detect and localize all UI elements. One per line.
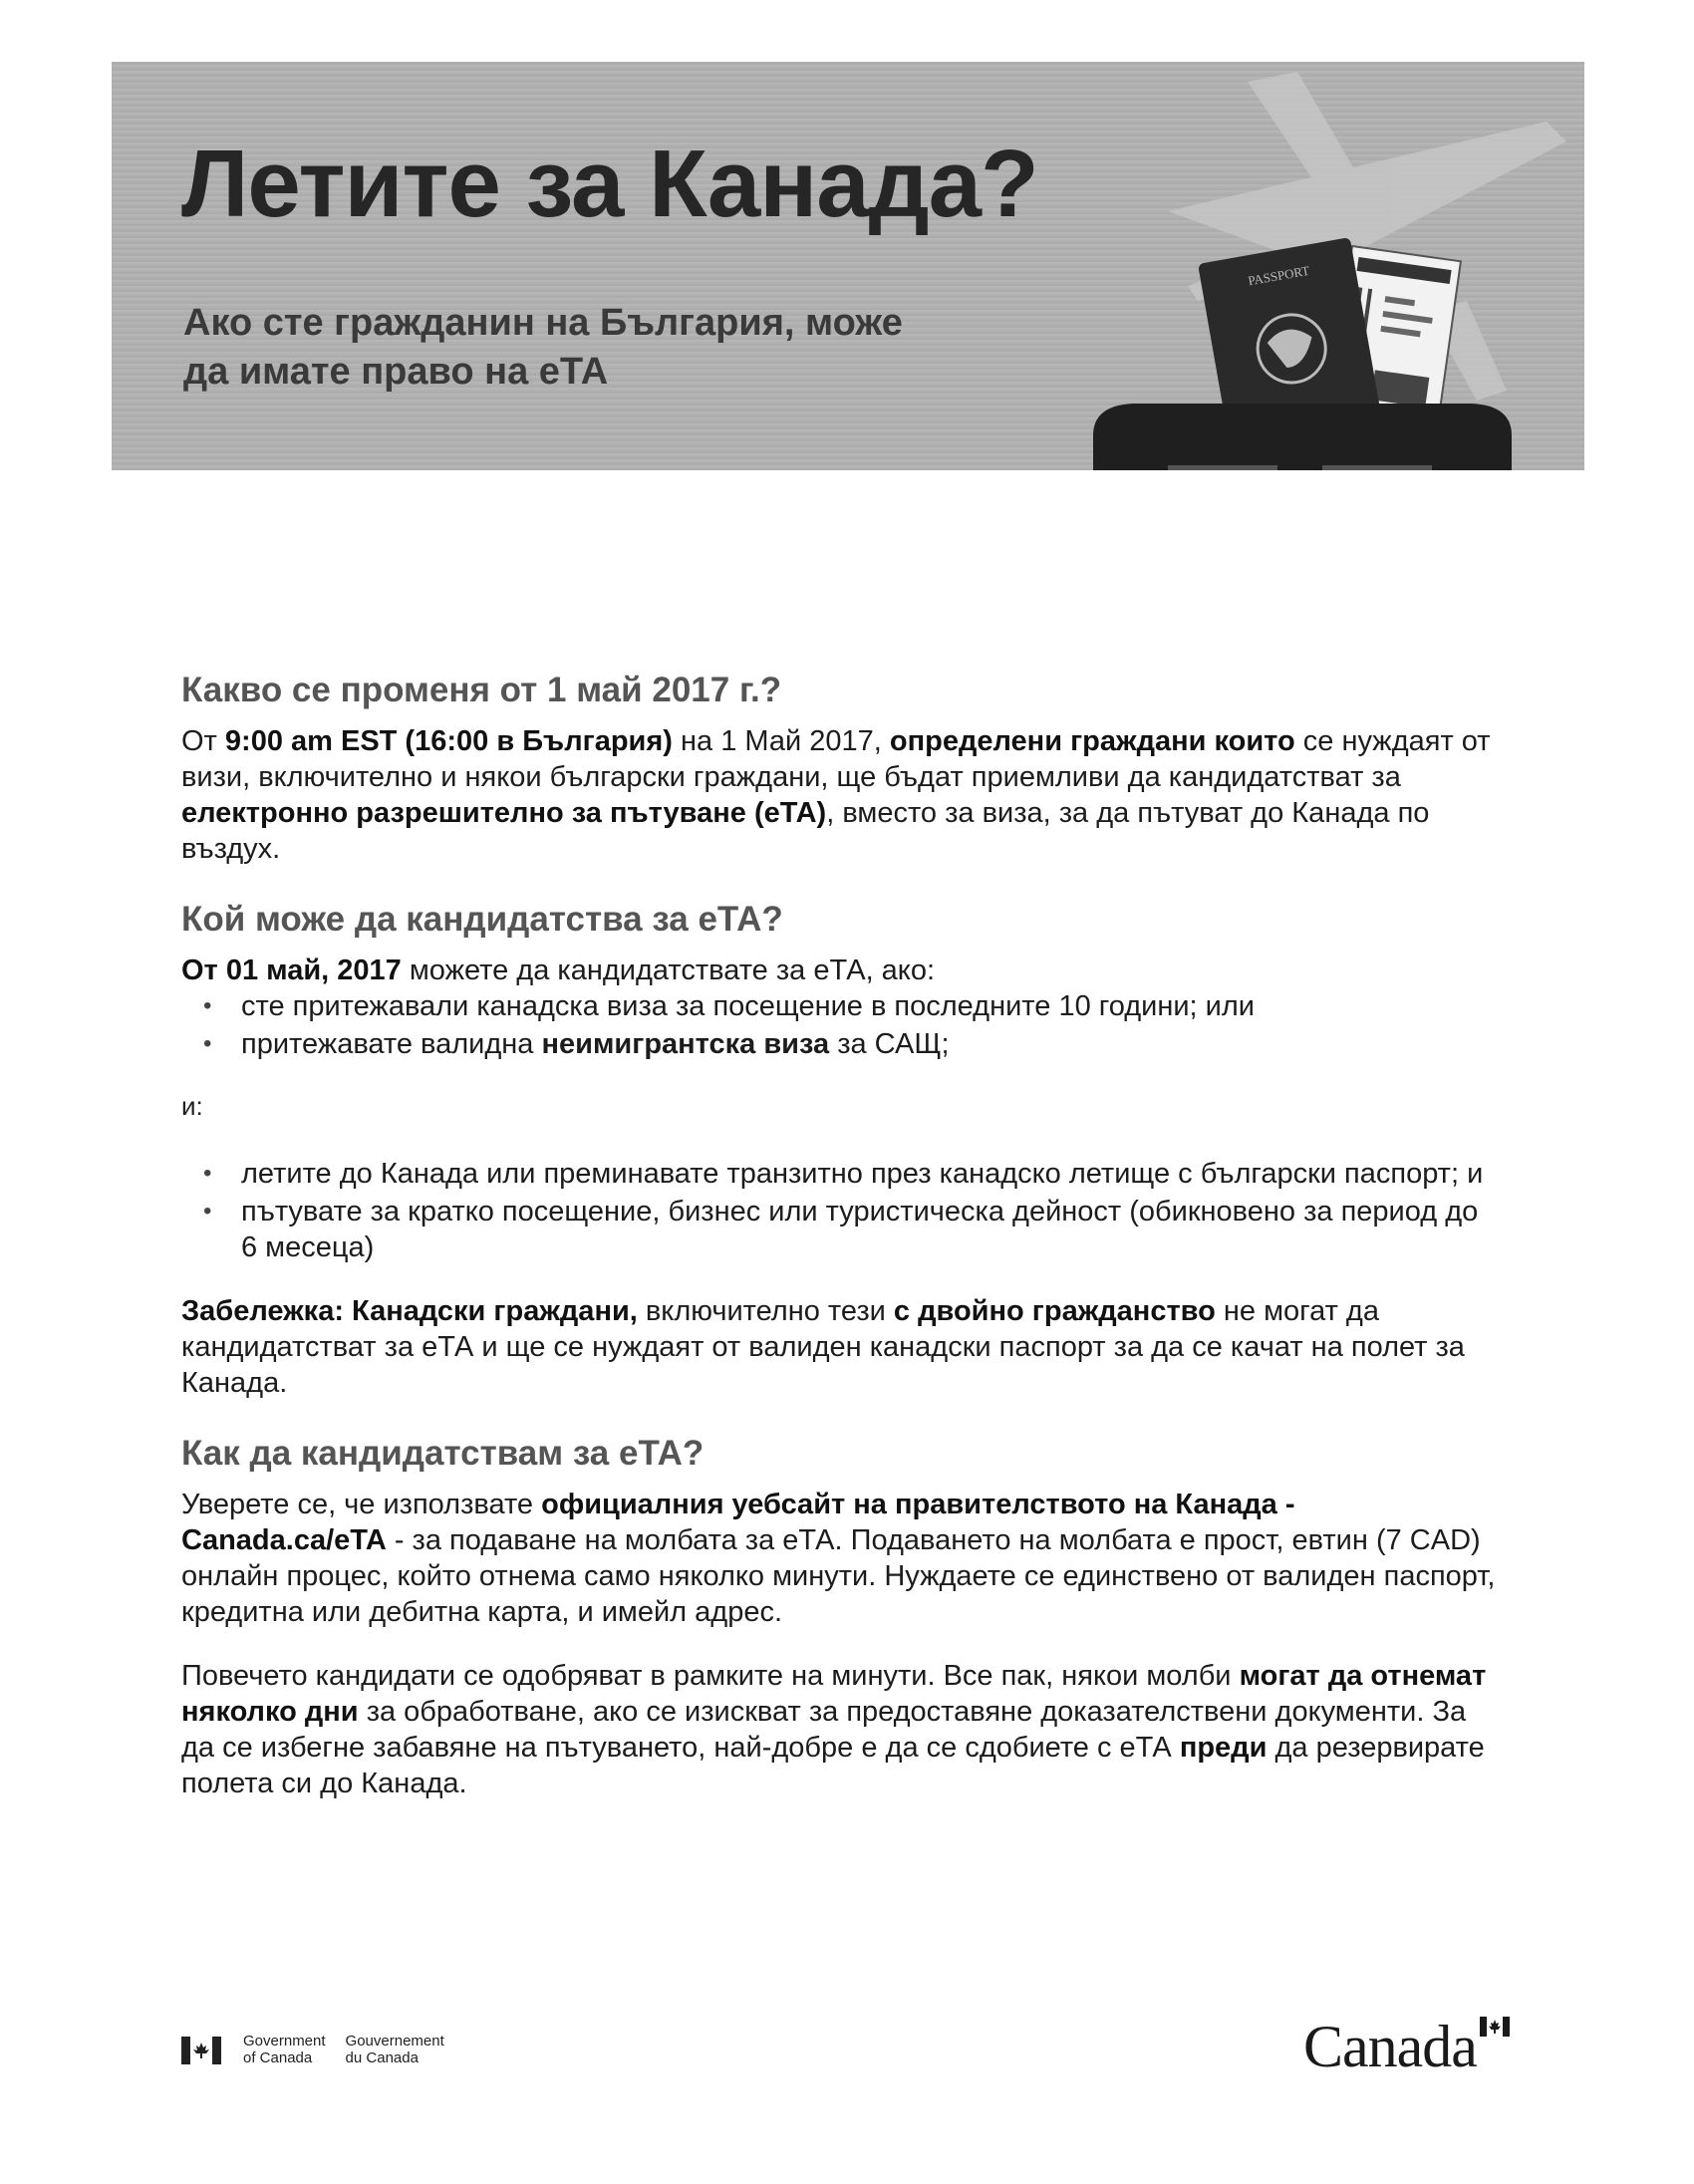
subhead-line-1: Ако сте гражданин на България, може xyxy=(183,302,903,344)
eligibility-list-a xyxy=(181,988,1497,1062)
text: , вместо за виза, за да пътуват до Канада по въздух. xyxy=(181,797,1430,865)
text: за САЩ; xyxy=(829,1028,950,1060)
text: за обработване, ако се изискват за предоставяне доказателствени документи. За да се избегне забавяне на пътуването, най-добре е да се сдобиете с еТА xyxy=(181,1696,1467,1764)
text: Уверете се, че използвате xyxy=(181,1489,542,1520)
text: не могат да кандидатстват за еТА и ще се нуждаят от валиден канадски паспорт за да се качат на полет за Канада. xyxy=(181,1295,1465,1399)
text: of Canada xyxy=(243,2049,313,2066)
paragraph-processing-time xyxy=(181,1658,1497,1801)
wordmark-flag-icon xyxy=(1480,2017,1510,2037)
text-bold: с двойно гражданство xyxy=(893,1295,1216,1327)
text: От xyxy=(181,725,225,757)
text: включително тези xyxy=(637,1295,894,1327)
text: се нуждаят от визи, включително и някои български граждани, ще бъдат приемливи да кандидатстват за xyxy=(181,725,1491,793)
government-signature xyxy=(181,2033,444,2066)
government-name-en xyxy=(243,2033,326,2066)
website-reference: официалния уебсайт на правителството на Канада - Canada.ca/eTA xyxy=(181,1489,1295,1556)
text: на 1 Май 2017, xyxy=(672,725,890,757)
subheadline xyxy=(183,299,903,398)
text: du Canada xyxy=(345,2049,419,2066)
text: можете да кандидатствате за еТА, ако: xyxy=(401,955,936,986)
eligibility-list-b xyxy=(181,1156,1497,1265)
hero-banner xyxy=(112,62,1584,470)
text-bold: електронно разрешително за пътуване (еТА) xyxy=(181,797,827,829)
text: притежавате валидна xyxy=(241,1028,542,1060)
list-item xyxy=(203,1026,1497,1062)
flag-symbol-icon xyxy=(181,2037,221,2064)
text: Government xyxy=(243,2033,326,2049)
list-item: • сте притежавали канадска виза за посещение в последните 10 години; или xyxy=(203,988,1497,1024)
list-item: • пътувате за кратко посещение, бизнес или туристическа дейност (обикновено за период до 6 месеца) xyxy=(203,1194,1497,1265)
text-bold: От 01 май, 2017 xyxy=(181,955,402,986)
headline: Летите за Канада? xyxy=(181,131,1038,237)
text-bold: 9:00 am EST (16:00 в България) xyxy=(224,725,673,757)
main-content xyxy=(181,670,1497,1801)
text-bold: неимигрантска виза xyxy=(541,1028,830,1060)
text-bold: преди xyxy=(1179,1732,1268,1764)
canada-wordmark: Canada xyxy=(1303,2014,1477,2079)
text-bold: определени граждани които xyxy=(889,725,1295,757)
text: Повечето кандидати се одобряват в рамките на минути. Все пак, някои молби xyxy=(181,1660,1240,1692)
text-bold: Забележка: Канадски граждани, xyxy=(181,1295,638,1327)
text: Gouvernement xyxy=(345,2033,444,2049)
list-item: • летите до Канада или преминавате транзитно през канадско летище с български паспорт; и xyxy=(203,1156,1497,1192)
section-heading-who-can-apply: Кой може да кандидатства за еТА? xyxy=(181,900,783,939)
subhead-line-2: да имате право на еТА xyxy=(183,351,609,394)
paragraph-what-changes xyxy=(181,723,1497,867)
government-name-fr xyxy=(346,2033,444,2066)
passport-label: PASSPORT xyxy=(1247,262,1311,289)
note-paragraph xyxy=(181,1293,1497,1401)
section-heading-what-changes: Какво се променя от 1 май 2017 г.? xyxy=(181,671,782,709)
paragraph-how-to-apply xyxy=(181,1487,1497,1630)
suitcase-passport-illustration xyxy=(1063,236,1542,470)
text: да резервирате полета си до Канада. xyxy=(181,1732,1485,1799)
eligibility-intro xyxy=(181,953,1497,988)
text-bold: могат да отнемат няколко дни xyxy=(181,1660,1487,1728)
text: - за подаване на молбата за еТА. Подаването на молбата е прост, евтин (7 CAD) онлайн процес, който отнема само няколко минути. Нуждаете се единствено от валиден паспорт, кредитна или дебитна карта, и имейл адрес. xyxy=(181,1524,1496,1628)
connector-text: и: xyxy=(181,1091,203,1121)
section-heading-how-to-apply: Как да кандидатствам за еТА? xyxy=(181,1434,705,1473)
